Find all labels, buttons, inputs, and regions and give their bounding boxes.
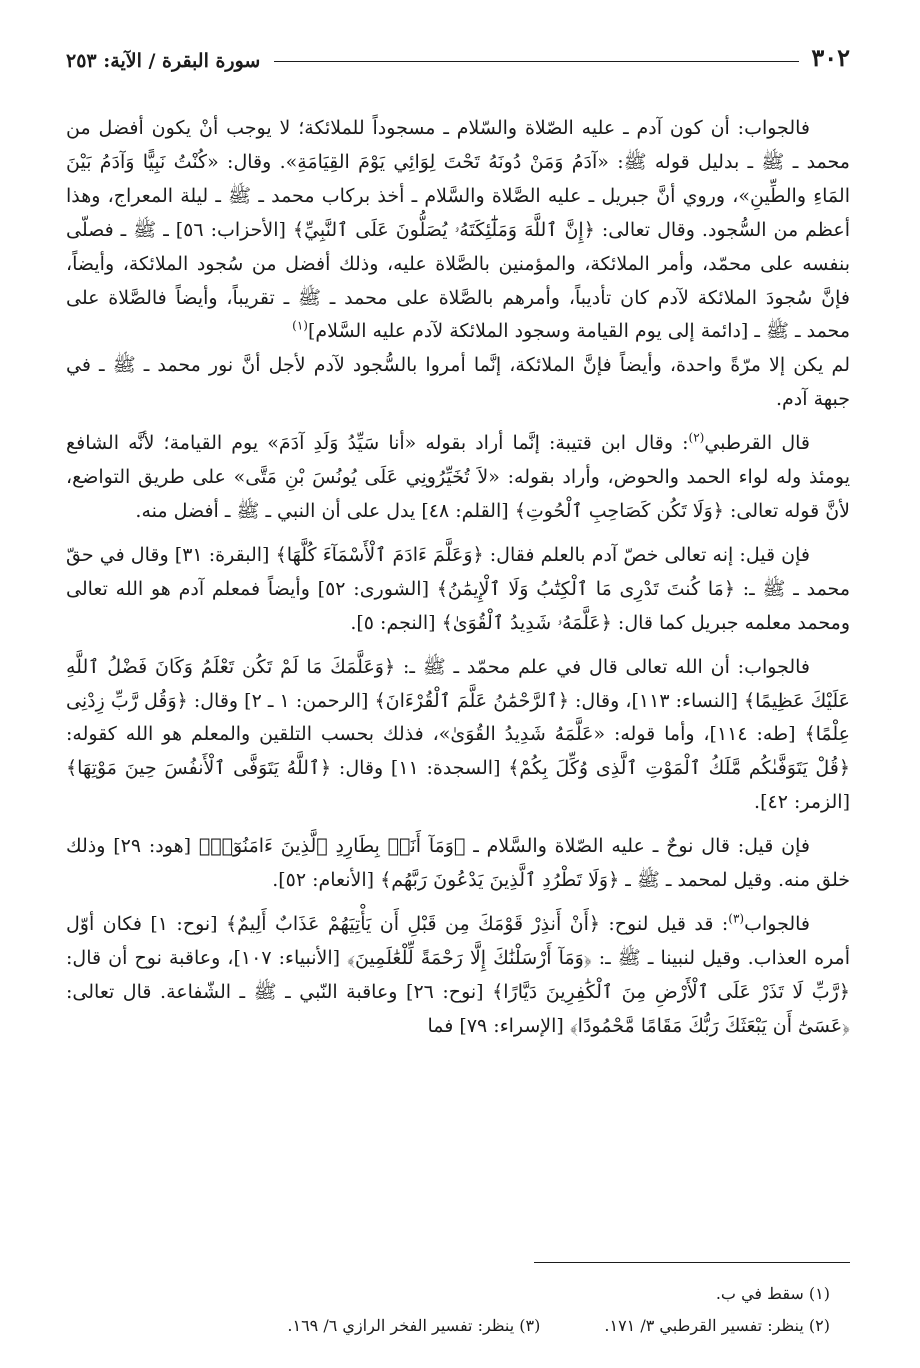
running-header (66, 32, 850, 72)
footnotes (66, 1278, 830, 1342)
paragraph-text: فالجواب: أن كون آدم ـ عليه الصّلاة والسّلام ـ مسجوداً للملائكة؛ لا يوجب أنْ يكون أفضل من محمد ـ ﷺ ـ بدليل قوله ﷺ: «آدَمُ وَمَنْ دُونَهُ تَحْتَ لِوَائِي يَوْمَ القِيَامَةِ». وقال: «كُنْتُ نَبِيًّا وَآدَمُ بَيْنَ المَاءِ والطِّينِ»، وروي أنَّ جبريل ـ عليه الصَّلاة والسَّلام ـ أخذ بركاب محمد ـ ﷺ ـ ليلة المعراج، وهذا أعظم من السُّجود. وقال تعالى: ﴿إِنَّ ٱللَّهَ وَمَلَٰٓئِكَتَهُۥ يُصَلُّونَ عَلَى ٱلنَّبِيِّ﴾ [الأحزاب: ٥٦] ـ ﷺ ـ فصلّى بنفسه على محمّد، وأمر الملائكة، والمؤمنين بالصَّلاة عليه، وذلك أفضل من سُجود الملائكة، وأيضاً، فإنَّ سُجودَ الملائكة لآدم كان تأديباً، وأمرهم بالصَّلاة على محمد ـ ﷺ ـ تقريباً، وأيضاً فالصَّلاة على محمد ـ ﷺ ـ [دائمة إلى يوم القيامة وسجود الملائكة لآدم عليه السَّلام] (66, 117, 851, 343)
footnote-2: (٢) ينظر: تفسير القرطبي ٣/ ١٧١. (604, 1316, 830, 1335)
paragraph-text: قال القرطبي (704, 432, 810, 455)
paragraph: فإن قيل: قال نوحٌ ـ عليه الصّلاة والسَّلام ـ ﴿وَمَآ أَنَا۠ بِطَارِدِ ٱلَّذِينَ ءَامَنُوٓا۟﴾ [هود: ٢٩] وذلك خلق منه. وقيل لمحمد ـ ﷺ ـ ﴿وَلَا تَطْرُدِ ٱلَّذِينَ يَدْعُونَ رَبَّهُم﴾ [الأنعام: ٥٢]. (66, 835, 850, 892)
paragraph-text: : قد قيل لنوح: ﴿أَنْ أَنذِرْ قَوْمَكَ مِن قَبْلِ أَن يَأْتِيَهُمْ عَذَابٌ أَلِيمٌ﴾ [نوح: ١] فكان أوّل أمره العذاب. وقيل لنبينا ـ ﷺ ـ: ﴿وَمَآ أَرْسَلْنَٰكَ إِلَّا رَحْمَةً لِّلْعَٰلَمِينَ﴾ [الأنبياء: ١٠٧]، وعاقبة نوح أن قال: ﴿رَّبِّ لَا تَذَرْ عَلَى ٱلْأَرْضِ مِنَ ٱلْكَٰفِرِينَ دَيَّارًا﴾ [نوح: ٢٦] وعاقبة النّبي ـ ﷺ ـ الشّفاعة. قال تعالى: ﴿عَسَىٰٓ أَن يَبْعَثَكَ رَبُّكَ مَقَامًا مَّحْمُودًا﴾ [الإسراء: ٧٩] فما (66, 912, 851, 1037)
footnote-mark: (٣) (728, 911, 745, 926)
footnote-mark: (٢) (688, 430, 705, 445)
footnote-separator (534, 1262, 850, 1263)
paragraph-text: فالجواب (744, 912, 810, 935)
header-rule (274, 61, 799, 62)
paragraph: فالجواب: أن الله تعالى قال في علم محمّد ـ ﷺ ـ: ﴿وَعَلَّمَكَ مَا لَمْ تَكُن تَعْلَمُ وَكَانَ فَضْلُ ٱللَّهِ عَلَيْكَ عَظِيمًا﴾ [النساء: ١١٣]، وقال: ﴿ٱلرَّحْمَٰنُ عَلَّمَ ٱلْقُرْءَانَ﴾ [الرحمن: ١ ـ ٢] وقال: ﴿وَقُل رَّبِّ زِدْنِى عِلْمًا﴾ [طه: ١١٤]، وأما قوله: «عَلَّمَهُ شَدِيدُ القُوَىٰ»، فذلك بحسب التلقين والمعلم هو الله كقوله: ﴿قُلْ يَتَوَفَّىٰكُم مَّلَكُ ٱلْمَوْتِ ٱلَّذِى وُكِّلَ بِكُمْ﴾ [السجدة: ١١] وقال: ﴿ٱللَّهُ يَتَوَفَّى ٱلْأَنفُسَ حِينَ مَوْتِهَا﴾ [الزمر: ٤٢]. (66, 655, 851, 814)
paragraph: فإن قيل: إنه تعالى خصّ آدم بالعلم فقال: ﴿وَعَلَّمَ ءَادَمَ ٱلْأَسْمَآءَ كُلَّهَا﴾ [البقرة: ٣١] وقال في حقّ محمد ـ ﷺ ـ: ﴿مَا كُنتَ تَدْرِى مَا ٱلْكِتَٰبُ وَلَا ٱلْإِيمَٰنُ﴾ [الشورى: ٥٢] وأيضاً فمعلم آدم هو الله تعالى ومحمد معلمه جبريل كما قال: ﴿عَلَّمَهُۥ شَدِيدُ ٱلْقُوَىٰ﴾ [النجم: ٥]. (66, 543, 850, 634)
main-text (66, 112, 850, 1044)
surah-title: سورة البقرة / الآية: ٢٥٣ (66, 50, 261, 72)
footnote-mark: (١) (292, 319, 308, 334)
page-number: ٣٠٢ (811, 43, 850, 72)
footnote-1: (١) سقط في ب. (715, 1284, 830, 1303)
footnote-3: (٣) ينظر: تفسير الفخر الرازي ٦/ ١٦٩. (287, 1316, 541, 1335)
paragraph (66, 112, 850, 349)
paragraph (66, 908, 850, 1044)
paragraph: لم يكن إلا مرّةً واحدة، وأيضاً فإنَّ الملائكة، إنَّما أمروا بالسُّجود لآدم لأجل أنَّ نور محمد ـ ﷺ ـ في جبهة آدم. (66, 354, 850, 411)
paragraph (66, 427, 850, 529)
paragraph-text: : وقال ابن قتيبة: إنَّما أراد بقوله «أنا سَيِّدُ وَلَدِ آدَمَ» يوم القيامة؛ لأنَّه الشافع يومئذ وله لواء الحمد والحوض، وأراد بقوله: «لاَ تُخَيِّرُونِي عَلَى يُونُسَ بْنِ مَتَّى» على طريق التواضع، لأنَّ قوله تعالى: ﴿وَلَا تَكُن كَصَاحِبِ ٱلْحُوتِ﴾ [القلم: ٤٨] يدل على أن النبي ـ ﷺ ـ أفضل منه. (66, 432, 850, 522)
